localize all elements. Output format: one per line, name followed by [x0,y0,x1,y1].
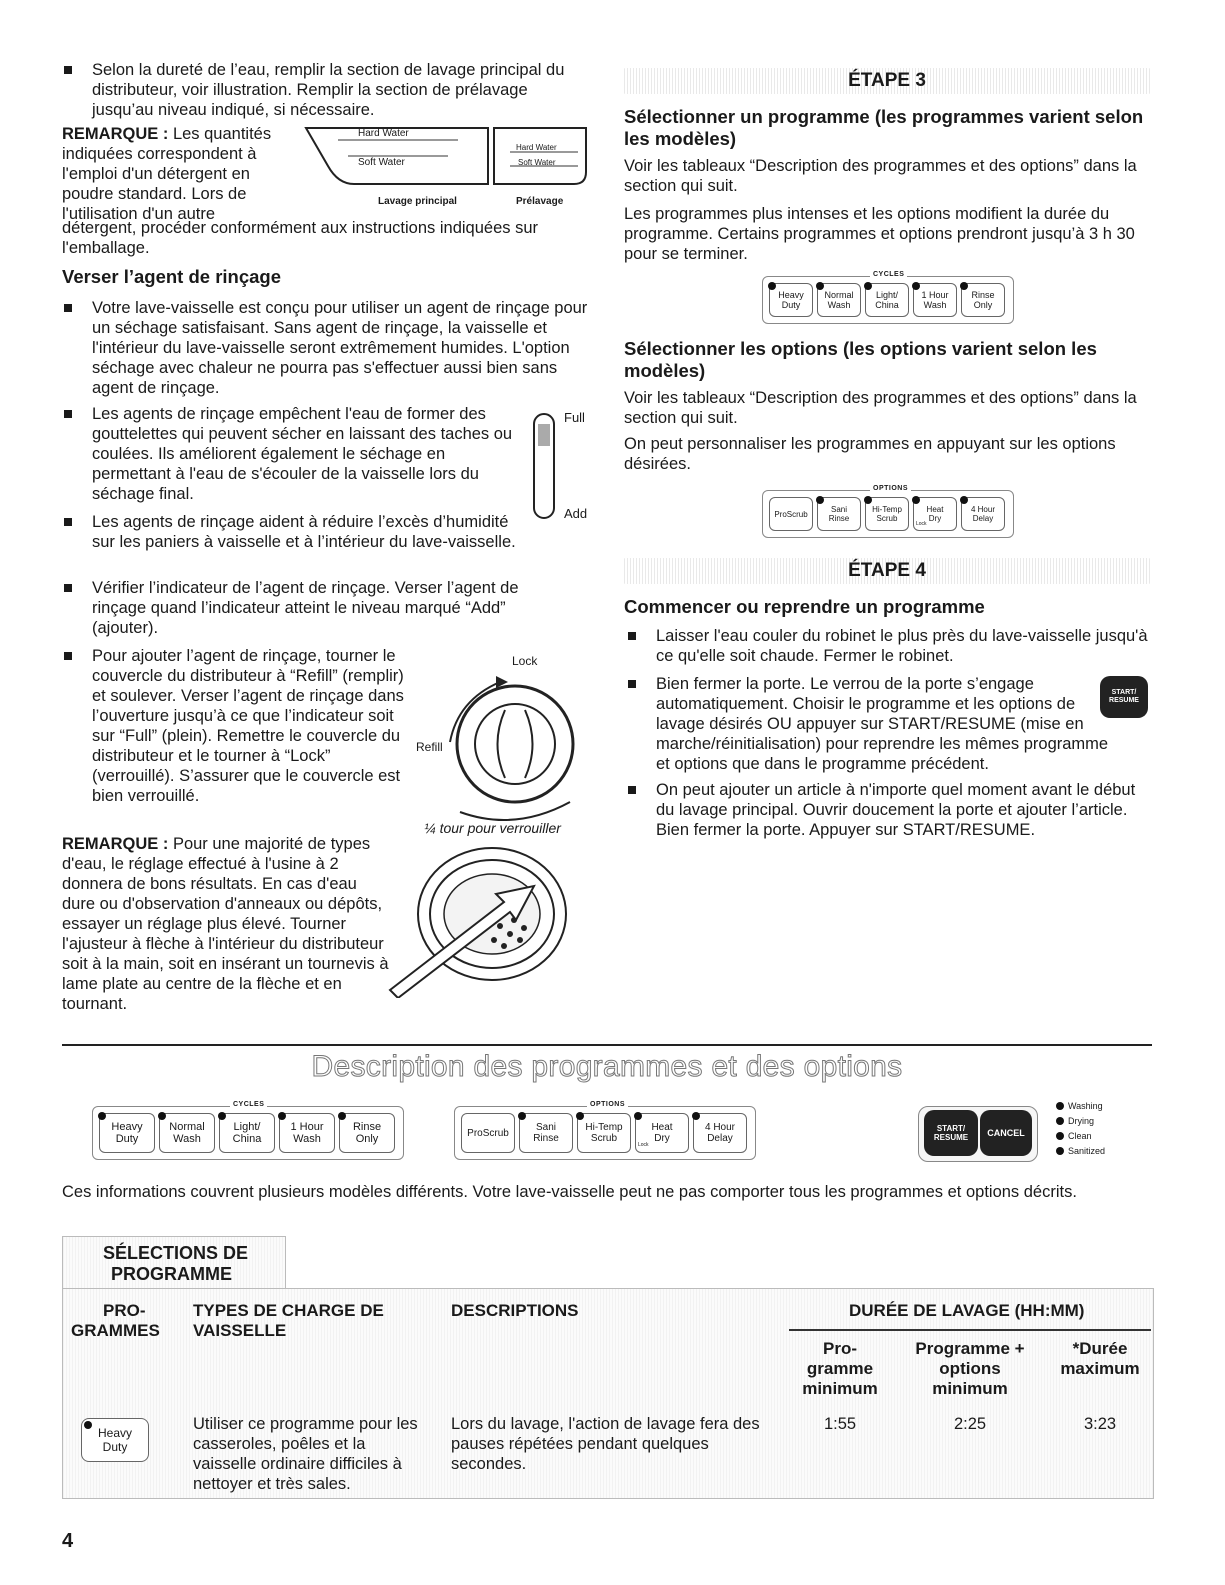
row-load-types: Utiliser ce programme pour les casseroles, poêles et la vaisselle ordinaire difficiles à nettoyer et très sales. [193,1415,418,1493]
cycles-button-label: Duty [781,300,801,310]
options-button-label: Scrub [876,514,898,523]
indicator-light-icon [98,1112,106,1120]
select-options-text-2: On peut personnaliser les programmes en appuyant sur les options désirées. [624,435,1116,473]
gauge-full-label: Full [564,410,585,425]
status-light-icon [1056,1102,1064,1110]
refill-label: Refill [416,740,443,754]
cancel-button[interactable]: CANCEL [980,1110,1032,1156]
indicator-light-icon [768,282,776,290]
arrow-adjuster-illustration [384,842,574,998]
intro-bullet: Selon la dureté de l’eau, remplir la section de lavage principal du distributeur, voir illustration. Remplir la section de prélavage jusqu’au niveau indiqué, si nécessaire. [92,60,592,120]
section-divider [62,1044,1152,1046]
step-3-banner: ÉTAPE 3 [622,68,1152,94]
hard-water-label-pre: Hard Water [516,143,557,152]
hard-water-label-main: Hard Water [358,128,409,139]
options-button-3[interactable] [635,1113,689,1153]
soft-water-label-main: Soft Water [358,157,405,168]
status-indicator [1056,1145,1105,1157]
status-indicator [1056,1100,1103,1112]
indicator-light-icon [864,282,872,290]
cycles-button-label: Rinse [352,1121,382,1133]
indicator-light-icon [338,1112,346,1120]
options-panel [454,1101,756,1160]
note1-continued: détergent, procéder conformément aux instructions indiquées sur l'emballage. [62,219,539,257]
quarter-turn-caption: ¼ tour pour verrouiller [424,820,561,836]
options-button-label: 4 Hour [970,505,995,514]
cycles-button-2[interactable] [219,1113,275,1153]
indicator-light-icon [816,496,824,504]
header-rule [789,1329,1151,1331]
header-min: Pro- gramme minimum [802,1339,878,1398]
start-bullet-2: Bien fermer la porte. Le verrou de la porte s’engage automatiquement. Choisir le programme et les options de lavage désirés OU appuyer sur START/RESUME (mise en marche/réinitialisation) pour reprendre les mêmes programme et options que dans le programme précédent. [656,674,1116,774]
options-button-label: Heat [651,1122,673,1133]
heavy-duty-button-image: Heavy Duty [81,1418,149,1462]
cycles-button-4[interactable] [339,1113,395,1153]
description-title: Description des programmes et des options [311,1050,903,1083]
status-label: Drying [1068,1116,1095,1126]
prewash-label: Prélavage [516,196,564,207]
cycles-button-label: Light/ [875,290,898,300]
cycles-button-2[interactable] [865,283,909,317]
cycles-button-label: Only [355,1133,379,1145]
page-number: 4 [62,1530,74,1552]
start-cycle-heading: Commencer ou reprendre un programme [624,596,985,617]
cycles-button-label: Only [973,300,993,310]
cycles-button-label: Normal [824,290,854,300]
cycles-button-4[interactable] [961,283,1005,317]
cycles-button-label: Normal [169,1121,205,1133]
cycles-button-label: China [232,1133,262,1145]
options-button-label: Heat [926,505,944,514]
select-cycle-text-1: Voir les tableaux “Description des programmes et des options” dans la section qui suit. [624,157,1137,195]
indicator-light-icon [158,1112,166,1120]
cycles-button-label: China [875,300,899,310]
header-types-2: VAISSELLE [193,1321,287,1340]
cycles-button-label: 1 Hour [921,290,949,300]
indicator-light-icon [278,1112,286,1120]
indicator-light-icon [692,1112,700,1120]
rinse-bullet-1: Votre lave-vaisselle est conçu pour utiliser un agent de rinçage pour un séchage satisfaisant. Sans agent de rinçage, la vaisselle et l'intérieur du lave-vaisselle seront extrêmement humides. L'option séchage avec chaleur ne pourra pas s'effectuer aussi bien sans agent de rinçage. [92,298,592,398]
note1: REMARQUE : Les quantités indiquées correspondent à l'emploi d'un détergent en poudre standard. Lors de l'utilisation d'un autre [62,125,272,223]
header-opt-min: Programme + options minimum [915,1339,1025,1398]
rinse-bullet-2: Les agents de rinçage empêchent l'eau de former des gouttelettes qui peuvent sécher en laissant des taches ou coulées. Ils améliorent également le séchage en permettant à l'eau de s'écouler de la vaisselle lors du séchage final. [92,404,520,504]
status-indicator [1056,1115,1094,1127]
status-label: Clean [1068,1131,1092,1141]
options-panel-step3 [762,485,1014,538]
cycles-button-label: Light/ [233,1121,261,1133]
start-bullet-3: On peut ajouter un article à n'importe quel moment avant le début du lavage principal. Ouvrir doucement la porte et ajouter l’article. Bien fermer la porte. Appuyer sur START/RESUME. [656,780,1151,840]
options-button-label: Sani [535,1122,556,1133]
rinse-bullet-5: Pour ajouter l’agent de rinçage, tourner le couvercle du distributeur à “Refill” (remplir) et soulever. Verser l’agent de rinçage dans l’ouverture jusqu’à ce que l’indicateur soit sur “Full” (plein). Remettre le couvercle du distributeur et le tourner à “Lock” (verrouillé). S’assurer que le couvercle est bien verrouillé. [92,646,404,806]
rinse-bullet-3: Les agents de rinçage aident à réduire l’excès d’humidité sur les paniers à vaisselle et à l’intérieur du lave-vaisselle. [92,512,520,552]
program-selections-label: SÉLECTIONS DE PROGRAMME [62,1236,286,1289]
status-indicator [1056,1130,1092,1142]
cycles-button-label: Heavy [778,290,804,300]
cycles-button-label: Rinse [971,290,995,300]
select-cycle-text-2: Les programmes plus intenses et les options modifient la durée du programme. Certains programmes et options prendront jusqu’à 3 h 30 pour se terminer. [624,205,1135,263]
soft-water-label-pre: Soft Water [518,158,556,167]
status-label: Washing [1068,1101,1103,1111]
lock-small-label: Lock [916,521,927,527]
select-options-text-1: Voir les tableaux “Description des programmes et des options” dans la section qui suit. [624,389,1137,427]
options-button-label: Dry [928,514,942,523]
status-light-icon [1056,1132,1064,1140]
options-button-2[interactable] [577,1113,631,1153]
status-light-icon [1056,1147,1064,1155]
header-descriptions: DESCRIPTIONS [451,1301,579,1320]
options-button-1[interactable] [817,497,861,531]
cycles-button-label: Wash [173,1133,201,1145]
cycles-button-1[interactable] [817,283,861,317]
cycles-button-3[interactable] [279,1113,335,1153]
indicator-light-icon [960,282,968,290]
cycles-panel [92,1101,404,1160]
options-button-label: Sani [830,505,847,514]
header-duration: DURÉE DE LAVAGE (HH:MM) [849,1301,1085,1320]
table-header [62,1288,1154,1408]
cycles-button-label: Wash [827,300,851,310]
start-bullet-1: Laisser l'eau couler du robinet le plus près du lave-vaisselle jusqu'à ce qu'elle soit chaude. Fermer le robinet. [656,626,1151,666]
options-button-4[interactable] [693,1113,747,1153]
indicator-light-icon [912,496,920,504]
indicator-light-icon [576,1112,584,1120]
indicator-light-icon [912,282,920,290]
lock-small-label: Lock [638,1142,649,1148]
options-button-label: Rinse [828,514,850,523]
options-button-3[interactable] [913,497,957,531]
note2: REMARQUE : Pour une majorité de types d'eau, le réglage effectué à l'usine à 2 donnera de bons résultats. En cas d'eau dure ou d'observation d'anneaux ou dépôts, essayer un réglage plus élevé. Tourner l'ajusteur à flèche à l'intérieur du distributeur soit à la main, soit en insérant un tournevis à lame plate au centre de la flèche et en tournant. [62,835,389,1013]
indicator-light-icon [864,496,872,504]
start-resume-button-image: START/ RESUME [1100,676,1148,718]
row-description: Lors du lavage, l'action de lavage fera des pauses répétées pendant quelques secondes. [451,1415,760,1473]
cycles-button-label: 1 Hour [290,1121,324,1133]
options-button-1[interactable] [519,1113,573,1153]
start-resume-button[interactable]: START/ RESUME [924,1110,978,1156]
row-max-time: 3:23 [1083,1415,1117,1433]
indicator-light-icon [634,1112,642,1120]
cycles-button-1[interactable] [159,1113,215,1153]
row-opt-min-time: 2:25 [953,1415,987,1433]
cycles-panel-label: CYCLES [230,1101,267,1108]
indicator-light-icon [816,282,824,290]
cycles-button-0[interactable] [769,283,813,317]
indicator-light-icon [518,1112,526,1120]
cycles-button-label: Heavy [111,1121,143,1133]
cycles-button-0[interactable] [99,1113,155,1153]
cycles-button-label: Wash [923,300,947,310]
lock-label: Lock [512,654,538,668]
header-types-1: TYPES DE CHARGE DE [193,1301,384,1320]
select-options-heading: Sélectionner les options (les options varient selon les modèles) [624,338,1097,381]
cycles-panel-step3 [762,271,1014,324]
cycles-button-label: Wash [293,1133,321,1145]
options-button-label: Delay [972,514,994,523]
main-wash-label: Lavage principal [378,196,457,207]
description-intro: Ces informations couvrent plusieurs modèles différents. Votre lave-vaisselle peut ne pas comporter tous les programmes et options décrits. [62,1183,1077,1201]
options-button-label: Scrub [590,1133,618,1144]
step-4-banner: ÉTAPE 4 [622,558,1152,584]
header-programmes-2: GRAMMES [71,1321,160,1340]
options-button-label: Hi-Temp [585,1122,623,1133]
options-button-label: Dry [654,1133,670,1144]
gauge-add-label: Add [564,506,588,521]
cycles-button-label: Duty [115,1133,139,1145]
options-button-label: Hi-Temp [872,505,902,514]
row-min-time: 1:55 [823,1415,857,1433]
rinse-aid-gauge-illustration [528,410,560,522]
options-button-2[interactable] [865,497,909,531]
rinse-bullet-4: Vérifier l’indicateur de l’agent de rinçage. Verser l’agent de rinçage quand l’indicateur atteint le niveau marqué “Add” (ajouter). [92,578,562,638]
options-button-label: ProScrub [467,1127,509,1139]
cycles-panel-label: CYCLES [870,271,907,278]
options-button-0[interactable] [769,497,813,531]
options-button-4[interactable] [961,497,1005,531]
table-row [62,1406,1154,1499]
options-button-label: Delay [707,1133,733,1144]
options-button-0[interactable] [461,1113,515,1153]
rinse-aid-heading: Verser l’agent de rinçage [62,266,282,287]
select-cycle-heading: Sélectionner un programme (les programmes varient selon les modèles) [624,106,1144,149]
header-programmes-1: PRO- [103,1301,146,1320]
options-button-label: Rinse [533,1133,559,1144]
options-button-label: ProScrub [774,509,808,519]
status-light-icon [1056,1117,1064,1125]
cycles-button-3[interactable] [913,283,957,317]
indicator-light-icon [218,1112,226,1120]
options-panel-label: OPTIONS [587,1101,628,1108]
options-button-label: 4 Hour [704,1122,735,1133]
status-label: Sanitized [1068,1146,1106,1156]
options-panel-label: OPTIONS [870,485,911,492]
header-max: *Durée maximum [1060,1339,1140,1378]
indicator-light-icon [960,496,968,504]
